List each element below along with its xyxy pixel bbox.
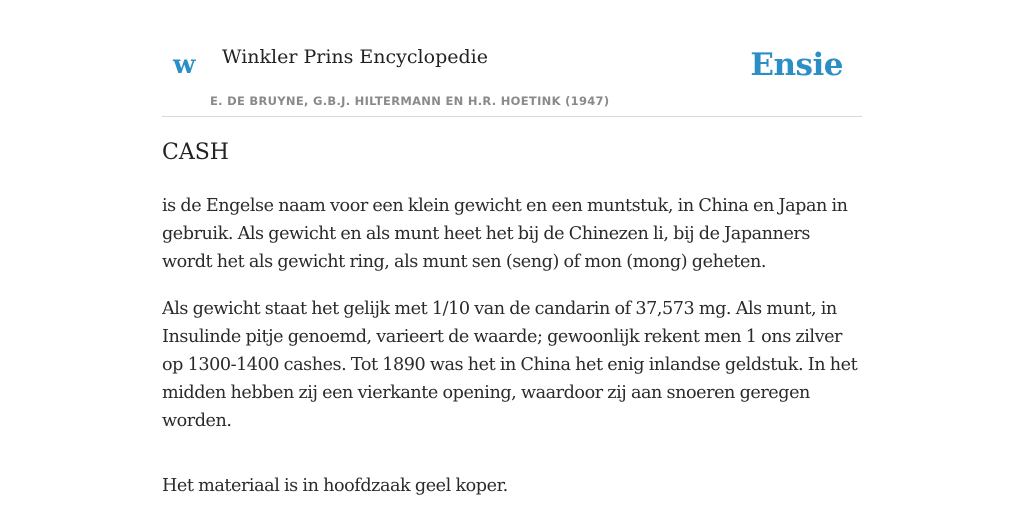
encyclopedia-title[interactable]: Winkler Prins Encyclopedie [222, 46, 488, 68]
article-title: CASH [162, 140, 229, 165]
ensie-brand-logo[interactable]: Ensie [750, 47, 843, 83]
article-paragraph: Het materiaal is in hoofdzaak geel koper. [162, 476, 508, 496]
content-container [162, 0, 862, 496]
encyclopedia-logo-icon[interactable]: w [173, 50, 196, 80]
authors-line: E. DE BRUYNE, G.B.J. HILTERMANN EN H.R. HOETINK (1947) [210, 94, 610, 108]
article-paragraph: Als gewicht staat het gelijk met 1/10 van de candarin of 37,573 mg. Als munt, in Insulinde pitje genoemd, varieert de waarde; gewoonlijk rekent men 1 ons zilver op 1300-1400 cashes. Tot 1890 was het in China het enig inlandse geldstuk. In het midden hebben zij een vierkante opening, waardoor zij aan snoeren geregen worden. [162, 299, 858, 431]
article-body [162, 192, 862, 519]
header [162, 0, 862, 117]
article-paragraph: is de Engelse naam voor een klein gewicht en een muntstuk, in China en Japan in gebruik. Als gewicht en als munt heet het bij de Chinezen li, bij de Japanners wordt het als gewicht ring, als munt sen (seng) of mon (mong) geheten. [162, 196, 848, 272]
